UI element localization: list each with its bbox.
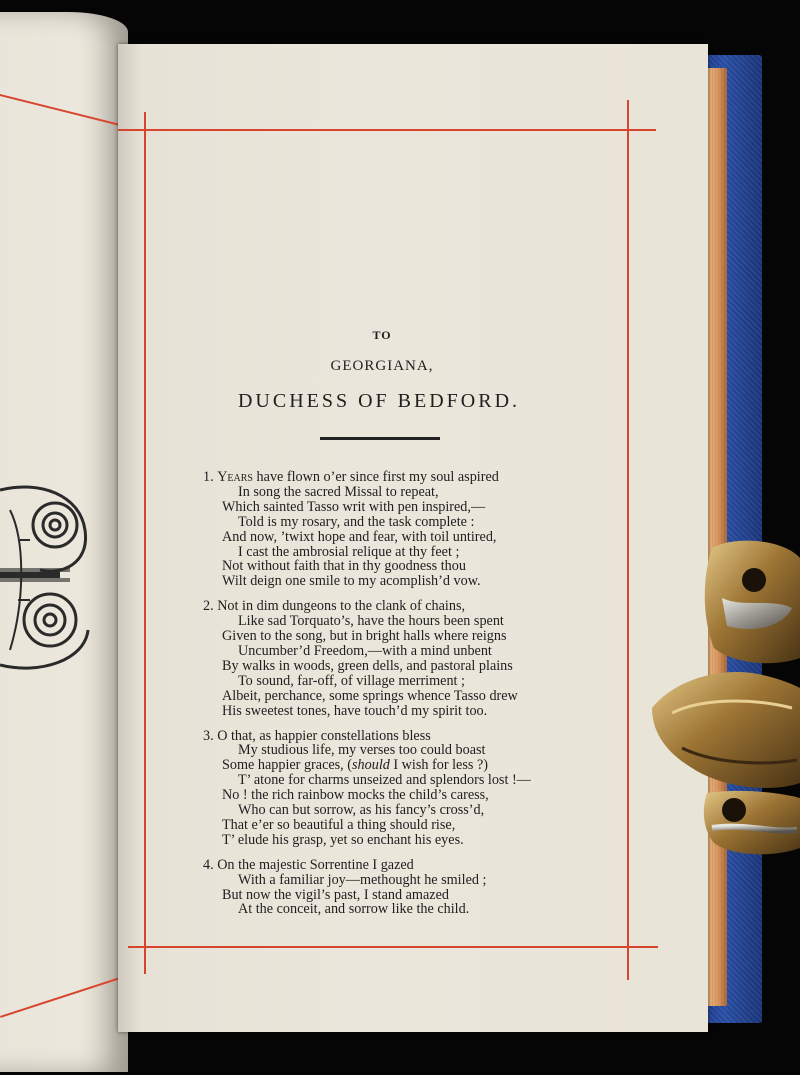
ornamental-initial-icon: [0, 480, 92, 675]
stanza: [198, 599, 598, 718]
left-page-bottom-rule: [0, 974, 128, 1018]
line-text: On the majestic Sorrentine I gazed: [217, 856, 414, 873]
small-caps-word: Years: [217, 469, 253, 485]
poem-line: [198, 803, 598, 818]
stanza: [198, 858, 598, 918]
line-text: Given to the song, but in bright halls where reigns: [222, 628, 507, 645]
poem-line: [198, 888, 598, 903]
dedicatee-name: GEORGIANA,: [330, 358, 434, 374]
line-text: T’ elude his grasp, yet so enchant his eyes.: [222, 831, 464, 848]
poem-line: [198, 530, 598, 545]
line-text: By walks in woods, green dells, and pastoral plains: [222, 657, 513, 674]
stanza-number: 2.: [203, 598, 218, 615]
line-text: T’ atone for charms unseized and splendors lost !—: [238, 772, 531, 789]
heading-divider: [320, 437, 440, 440]
poem-line: [198, 758, 598, 773]
line-text: Which sainted Tasso writ with pen inspired,—: [222, 498, 486, 515]
line-text: Albeit, perchance, some springs whence Tasso drew: [222, 687, 518, 704]
stanza: [198, 729, 598, 848]
poem-line: [198, 644, 598, 659]
poem-line: [198, 818, 598, 833]
page-border-right: [627, 100, 629, 980]
poem-line: [198, 545, 598, 560]
poem-line: [198, 788, 598, 803]
dedication-to: TO: [372, 328, 392, 342]
stanza-number: 1.: [203, 469, 218, 485]
poem-line: [198, 873, 598, 888]
line-text: Uncumber’d Freedom,—with a mind unbent: [238, 642, 492, 659]
poem-line: [198, 902, 598, 917]
poem-line: [198, 858, 598, 873]
poem-line: [198, 689, 598, 704]
line-text: To sound, far-off, of village merriment ;: [238, 672, 465, 689]
line-text: Like sad Torquato’s, have the hours been spent: [238, 613, 504, 630]
poem-line: [198, 833, 598, 848]
poem-line: [198, 500, 598, 515]
dedication-poem: [198, 470, 598, 927]
line-text: And now, ’twixt hope and fear, with toil untired,: [222, 528, 497, 545]
left-page-top-rule: [0, 94, 126, 127]
poem-line: [198, 773, 598, 788]
line-text: O that, as happier constellations bless: [217, 727, 431, 744]
poem-line: [198, 629, 598, 644]
poem-line: [198, 470, 598, 485]
page-border-top: [118, 129, 656, 131]
line-text: Not without faith that in thy goodness thou: [222, 558, 466, 575]
line-text: His sweetest tones, have touch’d my spirit too.: [222, 702, 488, 719]
poem-line: [198, 599, 598, 614]
line-text: My studious life, my verses too could boast: [238, 742, 486, 759]
line-text: I wish for less ?): [389, 757, 488, 774]
poem-line: [198, 704, 598, 719]
poem-line: [198, 743, 598, 758]
stanza-number: 3.: [203, 727, 218, 744]
line-text: Some happier graces, (: [222, 757, 353, 774]
line-text: have flown o’er since first my soul aspired: [253, 469, 499, 485]
line-text: With a familiar joy—methought he smiled ;: [238, 871, 487, 888]
stanza: [198, 470, 598, 589]
line-text: That e’er so beautiful a thing should rise,: [222, 816, 456, 833]
italic-word: should: [352, 757, 390, 774]
brass-clasp-icon: [652, 538, 800, 858]
poem-line: [198, 614, 598, 629]
line-text: In song the sacred Missal to repeat,: [238, 483, 439, 500]
stanza-number: 4.: [203, 856, 218, 873]
poem-line: [198, 574, 598, 589]
poem-line: [198, 659, 598, 674]
poem-line: [198, 485, 598, 500]
left-page: [0, 12, 128, 1072]
line-text: At the conceit, and sorrow like the child.: [238, 901, 470, 918]
line-text: But now the vigil’s past, I stand amazed: [222, 886, 449, 903]
poem-line: [198, 674, 598, 689]
dedicatee-title: DUCHESS OF BEDFORD.: [237, 390, 521, 412]
line-text: Not in dim dungeons to the clank of chains,: [217, 598, 466, 615]
poem-line: [198, 729, 598, 744]
line-text: Wilt deign one smile to my acomplish’d vow.: [222, 573, 481, 590]
line-text: I cast the ambrosial relique at thy feet ;: [238, 543, 460, 560]
line-text: Who can but sorrow, as his fancy’s cross’d,: [238, 802, 485, 819]
poem-line: [198, 515, 598, 530]
poem-line: [198, 559, 598, 574]
page-border-left: [144, 112, 146, 974]
line-text: Told is my rosary, and the task complete :: [238, 513, 475, 530]
line-text: No ! the rich rainbow mocks the child’s caress,: [222, 787, 489, 804]
page-border-bottom: [128, 946, 658, 948]
